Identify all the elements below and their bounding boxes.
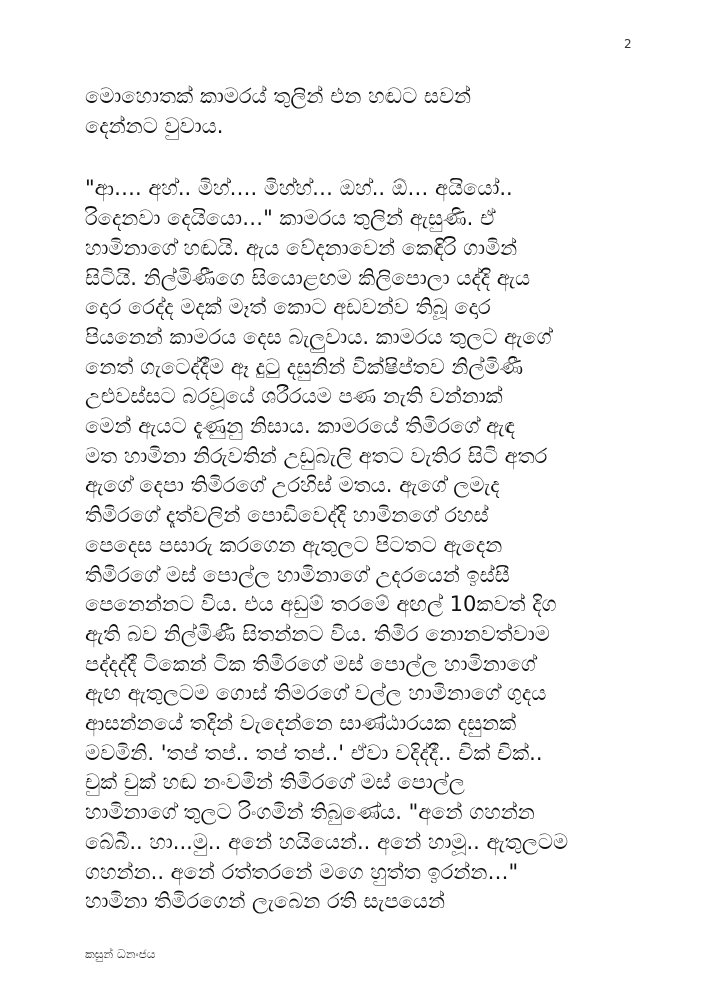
- text-line: මෙන් ඇයට දැණුනු නිසාය. කාමරයේ තිමිරගේ ඇඳ: [85, 414, 515, 439]
- text-line: නෙත් ගැටෙද්දීම ඈ දුටු දසුනින් වික්ෂිප්තව නිල්මිණී: [85, 354, 524, 379]
- text-line: පද්දද්දී ටිකෙන් ටික තිමිරගේ මස් පොල්ල හාමිනාගේ: [85, 651, 536, 676]
- text-line: සිටියි. නිල්මිණීගෙ සියොළඟම කිලිපොලා යද්දි ඇය: [85, 265, 531, 290]
- paragraph: [85, 82, 685, 141]
- text-line: උළුවස්සට බරවූයේ ශරීරයම පණ නැති වන්නාක්: [85, 384, 503, 409]
- text-line: ආසන්නයේ තදින් වැදෙන්නෙ සාණ්ඨාරයක දසුනක්: [85, 711, 517, 736]
- paragraph: [85, 174, 685, 917]
- text-line: ඇඟ ඇතුලටම ගොස් තිමරගේ වල්ල හාමිනාගේ ගුදය: [85, 681, 547, 706]
- text-line: බේබී.. හා...මු.. අනේ හයියෙන්.. අනේ හාමූ.. ඇතුලටම: [85, 829, 569, 854]
- text-line: දොර රෙද්ද මදක් මෑත් කොට අඩවන්ව තිබූ දොර: [85, 295, 491, 320]
- page-number: 2: [624, 37, 632, 51]
- text-line: හාමිනාගේ තුලට රිංගමින් තිබුණේය. "අනේ ගහන්න: [85, 800, 535, 825]
- text-line: පෙදෙස පසාරු කරගෙන ඇතුලට පිටතට ඇදෙන: [85, 532, 503, 557]
- text-line: පෙනෙන්නට විය. එය අඩුම් තරමේ අඟල් 10කවත් දිග: [85, 592, 557, 617]
- text-line: මවමිනි. 'තප් තප්.. තප් තප්..' ඒවා වදිද්දී.. චික් චික්..: [85, 740, 543, 765]
- text-line: චුක් චුක් හඬ නංවමින් තිමිරගේ මස් පොල්ල: [85, 770, 465, 795]
- document-body: [85, 82, 685, 917]
- text-line: හාමිනා තිමිරගෙන් ලැබෙන රති සැපයෙන්: [85, 889, 446, 914]
- paragraph-gap: [85, 141, 685, 174]
- text-line: ඇගේ දෙපා තිමිරගේ උරහිස් මතය. ඇගේ ලමැද: [85, 473, 500, 498]
- text-line: තිමිරගේ දෑත්වලින් පොඩිවෙද්දි හාමිනගේ රහස්: [85, 503, 489, 528]
- text-line: පියනෙන් කාමරය දෙස බැලුවාය. කාමරය තුලට ඇගේ: [85, 324, 552, 349]
- text-line: තිමිරගේ මස් පොල්ල හාමිනාගේ උදරයෙන් ඉස්සී: [85, 562, 510, 587]
- text-line: රිදෙනවා දෙයියො…" කාමරය තුලින් ඇසුණි. ඒ: [85, 206, 496, 231]
- footer-author: කසුන් ධනංජය: [85, 947, 156, 961]
- text-line: ඇති බව නිල්මිණී සිතන්නට විය. තිමිර නොනවත්වාම: [85, 621, 550, 646]
- text-line: මොහොතක් කාමරය් තුලින් එන හඬට සවන්: [85, 84, 472, 108]
- text-line: ගහන්න.. අනේ රත්තරනේ මගෙ හුත්ත ඉරන්න…": [85, 859, 519, 884]
- text-line: දෙන්නට වුවාය.: [85, 113, 224, 138]
- text-line: මත හාමිනා නිරුවතින් උඩුබැලි අතට වැතිර සිටි අතර: [85, 443, 548, 468]
- text-line: හාමිනාගේ හඬයි. ඇය වේදනාවෙන් කෙඳිරි ගාමින්: [85, 235, 518, 260]
- text-line: "ආ…. අහ්.. මිහ්…. මිහ්හ්… ඔහ්.. ඕ… අයියෝ..: [85, 176, 513, 201]
